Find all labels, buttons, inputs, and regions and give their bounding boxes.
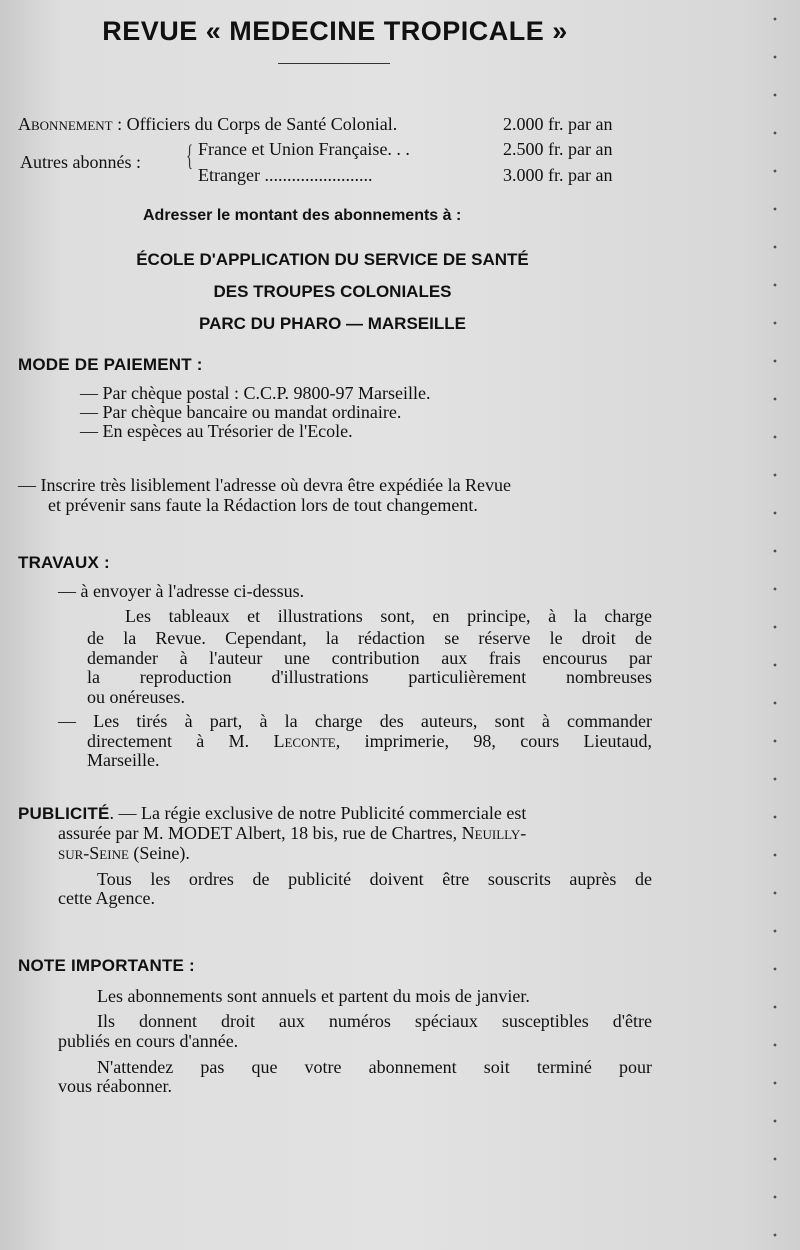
school-line-1: ÉCOLE D'APPLICATION DU SERVICE DE SANTÉ bbox=[136, 250, 529, 269]
reprints-line-2: directement à M. Leconte, imprimerie, 98, cours Lieutaud, bbox=[87, 731, 653, 751]
notice-line-1: — Inscrire très lisiblement l'adresse où devra être expédiée la Revue bbox=[18, 475, 512, 495]
school-line-3: PARC DU PHARO — MARSEILLE bbox=[199, 314, 466, 333]
other-subscribers-label: Autres abonnés : bbox=[20, 152, 141, 172]
page-title: REVUE « MEDECINE TROPICALE » bbox=[102, 16, 568, 46]
subscription-label: Abonnement bbox=[18, 114, 113, 134]
subscription-officers-row bbox=[18, 115, 397, 134]
foreign-text: Etranger ........................ bbox=[198, 165, 373, 185]
works-para-line-3: demander à l'auteur une contribution aux frais encourus par bbox=[87, 648, 652, 668]
advertising-heading: PUBLICITÉ bbox=[18, 804, 110, 823]
payment-item-1: — Par chèque postal : C.C.P. 9800-97 Marseille. bbox=[80, 383, 431, 403]
payment-heading: MODE DE PAIEMENT : bbox=[18, 355, 203, 374]
title-rule bbox=[278, 63, 390, 64]
works-item-1: — à envoyer à l'adresse ci-dessus. bbox=[58, 581, 305, 601]
advertising-line-4: Tous les ordres de publicité doivent être souscrits auprès de bbox=[97, 869, 652, 889]
payment-item-2: — Par chèque bancaire ou mandat ordinaire. bbox=[80, 402, 402, 422]
printer-name: Leconte bbox=[273, 731, 336, 751]
important-line-1: Les abonnements sont annuels et partent du mois de janvier. bbox=[97, 986, 530, 1006]
advertising-line-5: cette Agence. bbox=[58, 888, 155, 908]
advertising-line-2: assurée par M. MODET Albert, 18 bis, rue de Chartres, Neuilly- bbox=[58, 823, 527, 843]
payment-item-3: — En espèces au Trésorier de l'Ecole. bbox=[80, 421, 353, 441]
important-line-2: Ils donnent droit aux numéros spéciaux susceptibles d'être bbox=[97, 1011, 652, 1031]
foreign-price: 3.000 fr. par an bbox=[503, 165, 613, 185]
important-heading: NOTE IMPORTANTE : bbox=[18, 956, 195, 975]
france-text: France et Union Française. . . bbox=[198, 139, 410, 159]
perforated-edge bbox=[772, 0, 778, 1250]
works-para-line-2: de la Revue. Cependant, la rédaction se réserve le droit de bbox=[87, 628, 652, 648]
works-para-line-5: ou onéreuses. bbox=[87, 687, 185, 707]
brace-glyph: { bbox=[186, 139, 194, 172]
reprints-line-3: Marseille. bbox=[87, 750, 160, 770]
works-para-line-4: la reproduction d'illustrations particulièrement nombreuses bbox=[87, 667, 652, 687]
officers-price: 2.000 fr. par an bbox=[503, 114, 613, 134]
important-line-4: N'attendez pas que votre abonnement soit terminé pour bbox=[97, 1057, 652, 1077]
important-line-3: publiés en cours d'année. bbox=[58, 1031, 239, 1051]
advertising-line-3: sur-Seine (Seine). bbox=[58, 843, 190, 863]
works-para-line-1: Les tableaux et illustrations sont, en principe, à la charge bbox=[125, 606, 652, 626]
france-price: 2.500 fr. par an bbox=[503, 139, 613, 159]
important-line-5: vous réabonner. bbox=[58, 1076, 172, 1096]
address-intro: Adresser le montant des abonnements à : bbox=[143, 207, 462, 224]
officers-text: : Officiers du Corps de Santé Colonial. bbox=[117, 114, 398, 134]
reprints-line-1: — Les tirés à part, à la charge des auteurs, sont à commander bbox=[58, 711, 652, 731]
advertising-line-1: PUBLICITÉ. — La régie exclusive de notre Publicité commerciale est bbox=[18, 803, 527, 823]
school-line-2: DES TROUPES COLONIALES bbox=[213, 282, 452, 301]
notice-line-2: et prévenir sans faute la Rédaction lors de tout changement. bbox=[48, 495, 478, 515]
works-heading: TRAVAUX : bbox=[18, 553, 110, 572]
